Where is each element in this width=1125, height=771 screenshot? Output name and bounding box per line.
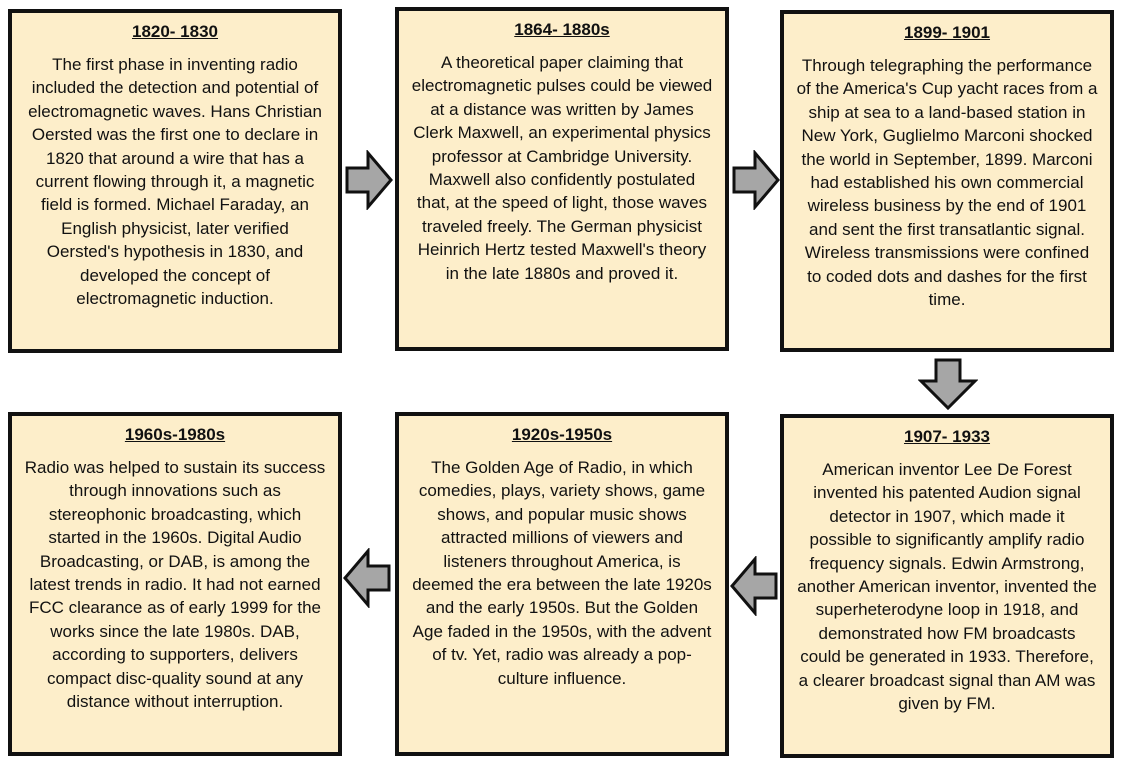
timeline-box-1820-1830 bbox=[8, 9, 342, 353]
box-text: The Golden Age of Radio, in which comedies, plays, variety shows, game shows, and popular music shows attracted millions of viewers and listeners throughout America, is deemed the era between the late 1920s and the early 1950s. But the Golden Age faded in the 1950s, with the advent of tv. Yet, radio was already a pop-culture influence. bbox=[412, 458, 712, 688]
box-text: A theoretical paper claiming that electromagnetic pulses could be viewed at a distance was written by James Clerk Maxwell, an experimental physics professor at Cambridge University. Maxwell also confidently postulated that, at the speed of light, those waves traveled freely. The German physicist Heinrich Hertz tested Maxwell's theory in the late 1880s and proved it. bbox=[411, 53, 713, 283]
arrow-left-icon bbox=[342, 548, 392, 608]
arrow-right-icon bbox=[344, 150, 394, 210]
arrow-down-icon bbox=[918, 357, 978, 411]
timeline-box-1907-1933 bbox=[780, 414, 1114, 758]
box-title: 1907- 1933 bbox=[903, 427, 991, 446]
box-title: 1920s-1950s bbox=[511, 425, 613, 444]
box-text: American inventor Lee De Forest invented his patented Audion signal detector in 1907, which made it possible to significantly amplify radio frequency signals. Edwin Armstrong, another American inventor, invented the superheterodyne loop in 1918, and demonstrated how FM broadcasts could be generated in 1933. Therefore, a clearer broadcast signal than AM was given by FM. bbox=[797, 460, 1097, 714]
box-text: The first phase in inventing radio included the detection and potential of electromagnetic waves. Hans Christian Oersted was the first one to declare in 1820 that around a wire that has a current flowing through it, a magnetic field is formed. Michael Faraday, an English physicist, later verified Oersted's hypothesis in 1830, and developed the concept of electromagnetic induction. bbox=[28, 55, 322, 309]
box-title: 1820- 1830 bbox=[131, 22, 219, 41]
arrow-right-icon bbox=[731, 150, 781, 210]
box-title: 1864- 1880s bbox=[514, 20, 610, 39]
timeline-box-1920s-1950s bbox=[395, 412, 729, 756]
box-text: Through telegraphing the performance of the America's Cup yacht races from a ship at sea to a land-based station in New York, Guglielmo Marconi shocked the world in September, 1899. Marconi had established his own commercial wireless business by the end of 1901 and sent the first transatlantic signal. Wireless transmissions were confined to coded dots and dashes for the first time. bbox=[796, 56, 1098, 310]
timeline-box-1960s-1980s bbox=[8, 412, 342, 756]
box-title: 1899- 1901 bbox=[903, 23, 991, 42]
box-title: 1960s-1980s bbox=[124, 425, 226, 444]
timeline-box-1899-1901 bbox=[780, 10, 1114, 352]
box-text: Radio was helped to sustain its success through innovations such as stereophonic broadcasting, which started in the 1960s. Digital Audio Broadcasting, or DAB, is among the latest trends in radio. It had not earned FCC clearance as of early 1999 for the works since the late 1980s. DAB, according to supporters, delivers compact disc-quality sound at any distance without interruption. bbox=[24, 458, 326, 712]
timeline-box-1864-1880s bbox=[395, 7, 729, 351]
arrow-left-icon bbox=[729, 556, 779, 616]
